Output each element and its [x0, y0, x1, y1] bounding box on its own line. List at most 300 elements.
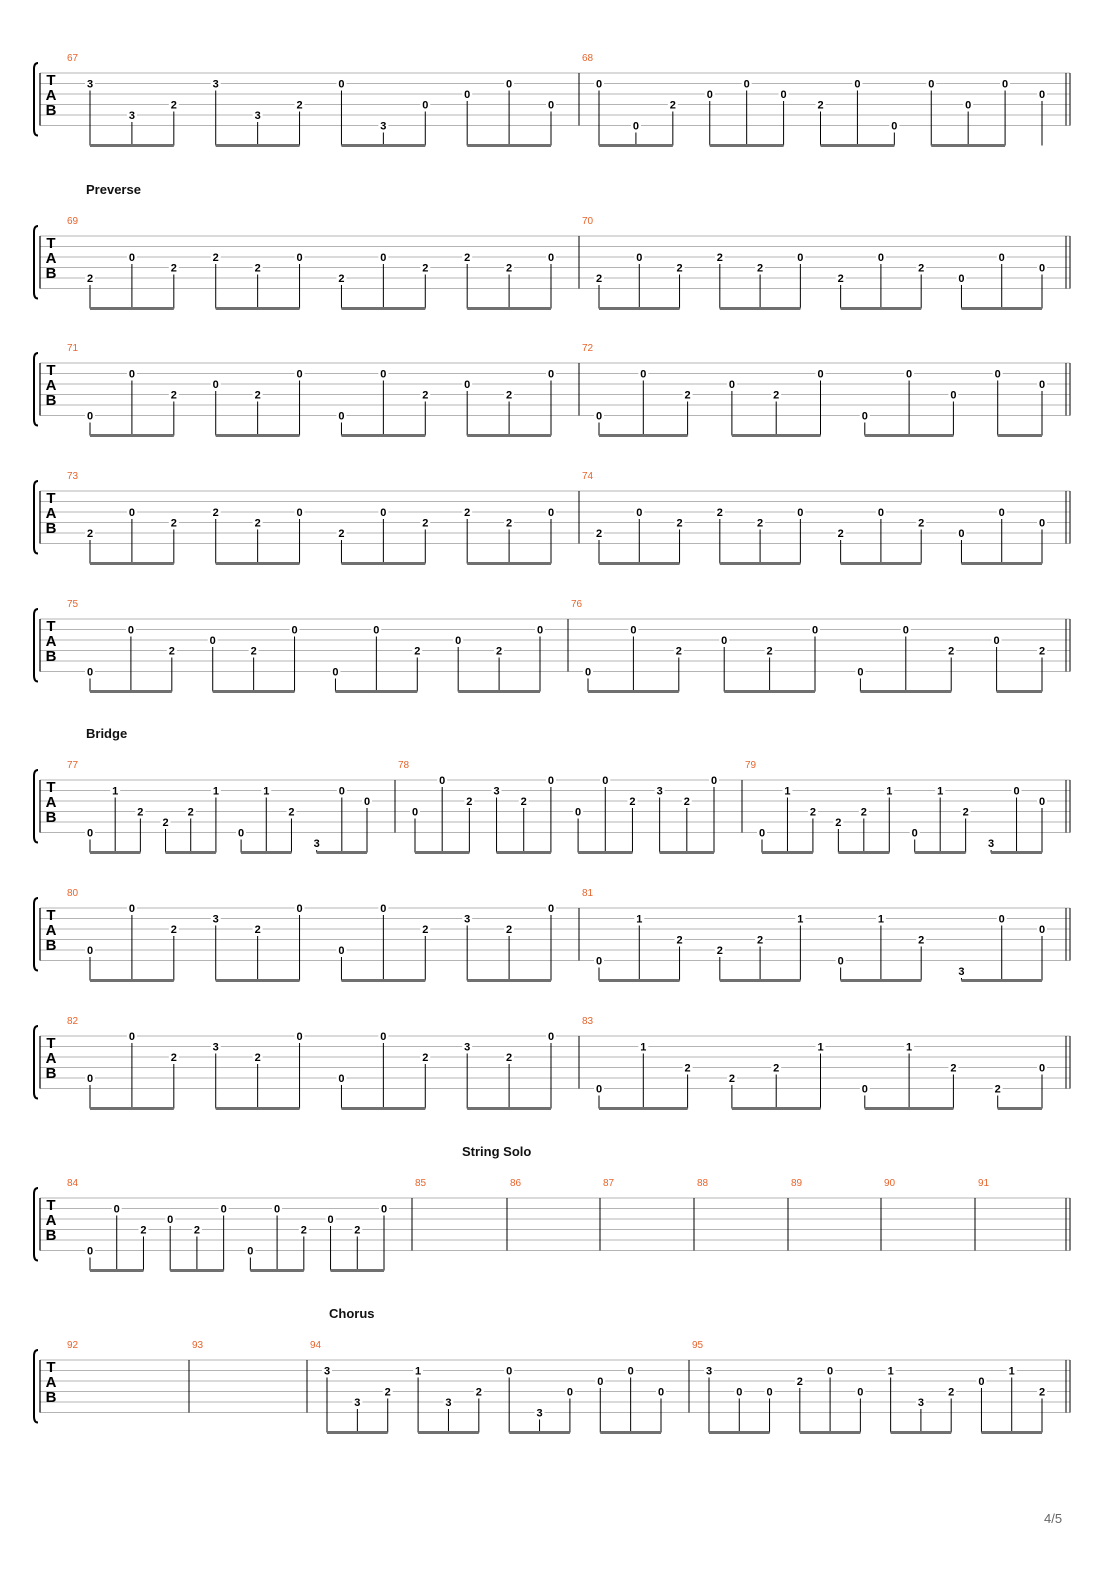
fret-number: 0 — [1038, 262, 1046, 275]
fret-number: 2 — [296, 99, 303, 112]
fret-number: 0 — [128, 507, 135, 519]
fret-number: 2 — [595, 273, 603, 285]
fret-number: 0 — [338, 945, 345, 957]
tab-clef-letter: A — [45, 633, 57, 650]
fret-number: 2 — [962, 806, 969, 819]
fret-number: 0 — [877, 252, 884, 264]
fret-number: 2 — [300, 1224, 307, 1237]
fret-number: 0 — [958, 273, 965, 285]
fret-number: 0 — [167, 1214, 174, 1226]
fret-number: 0 — [86, 666, 94, 679]
fret-number: 0 — [547, 99, 555, 112]
fret-number: 2 — [170, 517, 177, 530]
tab-clef-letter: T — [46, 235, 56, 252]
fret-number: 1 — [877, 913, 884, 926]
measure-number: 93 — [192, 1340, 204, 1351]
fret-number: 2 — [140, 1224, 147, 1237]
fret-number: 2 — [170, 99, 177, 112]
fret-number: 3 — [380, 120, 387, 133]
fret-number: 1 — [887, 1365, 894, 1378]
fret-number: 0 — [797, 507, 804, 519]
fret-number: 0 — [827, 1365, 834, 1378]
tab-clef-letter: T — [46, 1197, 56, 1214]
fret-number: 2 — [835, 817, 842, 829]
measure-number: 89 — [791, 1178, 803, 1189]
fret-number: 2 — [837, 528, 844, 540]
fret-number: 2 — [506, 924, 513, 936]
fret-number: 0 — [636, 507, 643, 519]
fret-number: 0 — [595, 1083, 603, 1096]
measure-number: 85 — [415, 1178, 427, 1189]
tab-clef-letter: B — [45, 265, 57, 282]
measure-number: 92 — [67, 1340, 79, 1351]
fret-number: 0 — [212, 379, 219, 391]
fret-number: 0 — [86, 945, 94, 957]
fret-number: 0 — [86, 827, 94, 840]
fret-number: 1 — [415, 1365, 422, 1378]
fret-number: 0 — [632, 120, 639, 133]
fret-number: 2 — [716, 252, 723, 264]
fret-number: 0 — [411, 806, 419, 819]
fret-number: 3 — [354, 1397, 361, 1409]
fret-number: 2 — [137, 806, 144, 819]
fret-number: 2 — [212, 507, 219, 519]
system-bracket — [34, 898, 38, 971]
fret-number: 0 — [338, 1073, 345, 1085]
fret-number: 2 — [254, 924, 261, 936]
fret-number: 2 — [422, 389, 429, 402]
fret-number: 2 — [918, 517, 925, 530]
measure-number: 73 — [67, 471, 79, 482]
fret-number: 0 — [837, 955, 844, 968]
fret-number: 0 — [547, 252, 555, 264]
fret-number: 2 — [187, 806, 194, 819]
fret-number: 0 — [817, 368, 824, 381]
fret-number: 2 — [684, 389, 691, 402]
fret-number: 0 — [373, 624, 380, 637]
fret-number: 0 — [464, 89, 471, 101]
tab-clef-letter: A — [45, 794, 57, 811]
fret-number: 1 — [817, 1041, 824, 1054]
fret-number: 2 — [757, 934, 764, 947]
fret-number: 3 — [323, 1365, 331, 1378]
tab-clef-letter: A — [45, 922, 57, 939]
fret-number: 0 — [993, 635, 1000, 647]
fret-number: 2 — [288, 806, 295, 819]
fret-number: 0 — [575, 806, 582, 819]
section-label: Chorus — [329, 1306, 375, 1321]
fret-number: 2 — [414, 645, 421, 658]
fret-number: 2 — [506, 517, 513, 530]
fret-number: 0 — [296, 507, 303, 519]
fret-number: 1 — [784, 785, 791, 798]
fret-number: 1 — [212, 785, 219, 798]
tab-clef-letter: T — [46, 1359, 56, 1376]
fret-number: 0 — [338, 78, 345, 91]
fret-number: 2 — [422, 262, 429, 275]
measure-number: 90 — [884, 1178, 896, 1189]
fret-number: 0 — [998, 913, 1005, 926]
fret-number: 0 — [247, 1245, 254, 1258]
tab-clef-letter: B — [45, 102, 57, 119]
fret-number: 0 — [950, 389, 957, 402]
fret-number: 1 — [797, 913, 804, 926]
tab-clef-letter: A — [45, 377, 57, 394]
section-label: Preverse — [86, 182, 141, 197]
tab-clef-letter: T — [46, 907, 56, 924]
fret-number: 1 — [1008, 1365, 1015, 1378]
system-bracket — [34, 481, 38, 554]
fret-number: 1 — [112, 785, 119, 798]
fret-number: 2 — [338, 528, 345, 540]
measure-number: 95 — [692, 1340, 704, 1351]
fret-number: 0 — [958, 528, 965, 540]
fret-number: 0 — [506, 1365, 513, 1378]
fret-number: 2 — [683, 796, 690, 808]
tab-clef-letter: B — [45, 392, 57, 409]
tab-clef-letter: A — [45, 87, 57, 104]
fret-number: 2 — [728, 1073, 735, 1085]
fret-number: 2 — [254, 1052, 261, 1064]
fret-number: 0 — [780, 89, 787, 101]
fret-number: 0 — [547, 1031, 555, 1043]
measure-number: 77 — [67, 760, 79, 771]
fret-number: 0 — [584, 666, 592, 679]
tab-clef-letter: A — [45, 250, 57, 267]
fret-number: 3 — [86, 78, 94, 91]
fret-number: 2 — [757, 262, 764, 275]
fret-number: 1 — [636, 913, 643, 926]
measure-number: 86 — [510, 1178, 522, 1189]
fret-number: 0 — [455, 635, 462, 647]
fret-number: 0 — [380, 1031, 387, 1043]
fret-number: 2 — [817, 99, 824, 112]
fret-number: 2 — [796, 1376, 803, 1388]
fret-number: 0 — [220, 1203, 227, 1216]
measure-number: 81 — [582, 888, 594, 899]
fret-number: 0 — [736, 1386, 743, 1399]
fret-number: 0 — [380, 507, 387, 519]
measure-number: 74 — [582, 471, 594, 482]
system-bracket — [34, 1350, 38, 1423]
fret-number: 2 — [994, 1083, 1001, 1096]
fret-number: 0 — [854, 78, 861, 91]
fret-number: 0 — [536, 624, 544, 637]
tab-clef-letter: A — [45, 1374, 57, 1391]
fret-number: 2 — [254, 517, 261, 530]
fret-number: 0 — [338, 785, 345, 798]
fret-number: 2 — [422, 924, 429, 936]
fret-number: 0 — [1038, 89, 1046, 101]
fret-number: 0 — [547, 368, 555, 381]
fret-number: 3 — [254, 110, 261, 122]
fret-number: 0 — [994, 368, 1001, 381]
measure-number: 82 — [67, 1016, 79, 1027]
fret-number: 0 — [1038, 517, 1046, 530]
measure-number: 79 — [745, 760, 757, 771]
fret-number: 0 — [965, 99, 972, 112]
measure-number: 72 — [582, 343, 594, 354]
fret-number: 2 — [766, 645, 773, 658]
fret-number: 0 — [1038, 1062, 1046, 1075]
fret-number: 0 — [1038, 924, 1046, 936]
fret-number: 2 — [384, 1386, 391, 1399]
measure-number: 76 — [571, 599, 583, 610]
fret-number: 0 — [766, 1386, 773, 1399]
fret-number: 0 — [630, 624, 637, 637]
fret-number: 2 — [86, 273, 94, 285]
tab-clef-letter: T — [46, 72, 56, 89]
fret-number: 3 — [493, 785, 500, 798]
fret-number: 0 — [657, 1386, 665, 1399]
fret-number: 0 — [998, 252, 1005, 264]
fret-number: 2 — [86, 528, 94, 540]
fret-number: 2 — [918, 934, 925, 947]
fret-number: 1 — [263, 785, 270, 798]
system-bracket — [34, 1026, 38, 1099]
fret-number: 0 — [902, 624, 909, 637]
fret-number: 2 — [464, 507, 471, 519]
tab-clef-letter: T — [46, 779, 56, 796]
fret-number: 0 — [209, 635, 216, 647]
fret-number: 0 — [640, 368, 647, 381]
fret-number: 0 — [998, 507, 1005, 519]
fret-number: 0 — [758, 827, 766, 840]
fret-number: 0 — [627, 1365, 634, 1378]
fret-number: 0 — [363, 796, 371, 808]
tab-clef-letter: B — [45, 1065, 57, 1082]
fret-number: 1 — [640, 1041, 647, 1054]
tab-clef-letter: T — [46, 490, 56, 507]
fret-number: 2 — [506, 389, 513, 402]
fret-number: 3 — [536, 1407, 543, 1420]
fret-number: 2 — [675, 645, 682, 658]
fret-number: 0 — [706, 89, 713, 101]
fret-number: 2 — [162, 817, 169, 829]
fret-number: 2 — [629, 796, 636, 808]
tab-clef-letter: B — [45, 648, 57, 665]
fret-number: 2 — [1038, 1386, 1046, 1399]
measure-number: 69 — [67, 216, 79, 227]
fret-number: 0 — [380, 903, 387, 915]
fret-number: 0 — [380, 1203, 388, 1216]
fret-number: 2 — [466, 796, 473, 808]
fret-number: 2 — [860, 806, 867, 819]
fret-number: 3 — [445, 1397, 452, 1409]
fret-number: 2 — [212, 252, 219, 264]
fret-number: 0 — [595, 78, 603, 91]
fret-number: 0 — [296, 368, 303, 381]
fret-number: 2 — [595, 528, 603, 540]
fret-number: 0 — [636, 252, 643, 264]
fret-number: 0 — [380, 252, 387, 264]
fret-number: 3 — [917, 1397, 924, 1409]
fret-number: 0 — [906, 368, 913, 381]
fret-number: 2 — [716, 507, 723, 519]
measure-number: 70 — [582, 216, 594, 227]
fret-number: 0 — [296, 252, 303, 264]
fret-number: 2 — [422, 1052, 429, 1064]
system-bracket — [34, 609, 38, 682]
tab-clef-letter: T — [46, 1035, 56, 1052]
fret-number: 2 — [170, 262, 177, 275]
measure-number: 68 — [582, 53, 594, 64]
fret-number: 2 — [773, 1062, 780, 1075]
fret-number: 2 — [354, 1224, 361, 1237]
fret-number: 0 — [238, 827, 245, 840]
tab-clef-letter: A — [45, 1212, 57, 1229]
fret-number: 2 — [809, 806, 816, 819]
fret-number: 0 — [877, 507, 884, 519]
fret-number: 0 — [86, 1245, 94, 1258]
fret-number: 2 — [254, 262, 261, 275]
fret-number: 2 — [506, 262, 513, 275]
measure-number: 80 — [67, 888, 79, 899]
fret-number: 0 — [861, 1083, 868, 1096]
fret-number: 2 — [475, 1386, 482, 1399]
measure-number: 67 — [67, 53, 79, 64]
fret-number: 0 — [597, 1376, 604, 1388]
fret-number: 3 — [313, 838, 320, 850]
page-number: 4/5 — [1044, 1511, 1063, 1526]
fret-number: 0 — [128, 252, 135, 264]
measure-number: 88 — [697, 1178, 709, 1189]
fret-number: 0 — [86, 1073, 94, 1085]
measure-number: 75 — [67, 599, 79, 610]
fret-number: 3 — [212, 78, 219, 91]
system-bracket — [34, 63, 38, 136]
fret-number: 0 — [274, 1203, 281, 1216]
fret-number: 2 — [669, 99, 676, 112]
fret-number: 0 — [1002, 78, 1009, 91]
measure-number: 87 — [603, 1178, 615, 1189]
system-bracket — [34, 770, 38, 843]
fret-number: 0 — [547, 775, 554, 787]
tab-clef-letter: B — [45, 1389, 57, 1406]
tab-clef-letter: T — [46, 362, 56, 379]
fret-number: 0 — [439, 775, 446, 787]
fret-number: 2 — [948, 645, 955, 658]
fret-number: 2 — [193, 1224, 200, 1237]
fret-number: 3 — [958, 966, 965, 978]
fret-number: 0 — [338, 410, 345, 423]
fret-number: 1 — [937, 785, 944, 798]
fret-number: 0 — [602, 775, 609, 787]
fret-number: 0 — [380, 368, 387, 381]
measure-number: 78 — [398, 760, 410, 771]
fret-number: 2 — [170, 1052, 177, 1064]
fret-number: 3 — [464, 913, 471, 926]
fret-number: 2 — [757, 517, 764, 530]
tab-clef-letter: B — [45, 809, 57, 826]
system-bracket — [34, 1188, 38, 1261]
fret-number: 0 — [857, 666, 864, 679]
fret-number: 0 — [595, 955, 603, 968]
fret-number: 2 — [496, 645, 503, 658]
tab-clef-letter: A — [45, 1050, 57, 1067]
fret-number: 2 — [506, 1052, 513, 1064]
fret-number: 0 — [797, 252, 804, 264]
fret-number: 0 — [891, 120, 898, 133]
fret-number: 0 — [464, 379, 471, 391]
fret-number: 2 — [773, 389, 780, 402]
fret-number: 0 — [422, 99, 429, 112]
fret-number: 2 — [716, 945, 723, 957]
fret-number: 0 — [296, 1031, 303, 1043]
fret-number: 2 — [676, 517, 683, 530]
fret-number: 2 — [1038, 645, 1046, 658]
fret-number: 2 — [338, 273, 345, 285]
fret-number: 2 — [254, 389, 261, 402]
tab-clef-letter: B — [45, 937, 57, 954]
measure-number: 84 — [67, 1178, 79, 1189]
system-bracket — [34, 353, 38, 426]
fret-number: 3 — [988, 838, 995, 850]
fret-number: 2 — [684, 1062, 691, 1075]
fret-number: 3 — [212, 1041, 219, 1054]
fret-number: 3 — [656, 785, 663, 798]
fret-number: 3 — [212, 913, 219, 926]
fret-number: 0 — [861, 410, 868, 423]
fret-number: 3 — [128, 110, 135, 122]
fret-number: 0 — [291, 624, 298, 637]
fret-number: 2 — [422, 517, 429, 530]
fret-number: 0 — [566, 1386, 573, 1399]
fret-number: 2 — [250, 645, 257, 658]
fret-number: 0 — [728, 379, 735, 391]
fret-number: 0 — [743, 78, 750, 91]
fret-number: 0 — [811, 624, 819, 637]
fret-number: 0 — [857, 1386, 864, 1399]
tab-clef-letter: A — [45, 505, 57, 522]
fret-number: 2 — [950, 1062, 957, 1075]
fret-number: 0 — [911, 827, 918, 840]
fret-number: 0 — [710, 775, 718, 787]
measure-number: 91 — [978, 1178, 990, 1189]
fret-number: 2 — [676, 262, 683, 275]
fret-number: 2 — [837, 273, 844, 285]
measure-number: 71 — [67, 343, 79, 354]
section-label: String Solo — [462, 1144, 532, 1159]
fret-number: 0 — [128, 368, 135, 381]
fret-number: 0 — [1013, 785, 1020, 798]
fret-number: 2 — [464, 252, 471, 264]
system-bracket — [34, 226, 38, 299]
fret-number: 2 — [520, 796, 527, 808]
fret-number: 0 — [928, 78, 935, 91]
fret-number: 0 — [547, 507, 555, 519]
fret-number: 1 — [906, 1041, 913, 1054]
fret-number: 1 — [886, 785, 893, 798]
measure-number: 83 — [582, 1016, 594, 1027]
fret-number: 0 — [978, 1376, 985, 1388]
fret-number: 0 — [327, 1214, 334, 1226]
fret-number: 0 — [127, 624, 134, 637]
fret-number: 0 — [128, 903, 135, 915]
fret-number: 0 — [721, 635, 728, 647]
fret-number: 2 — [918, 262, 925, 275]
fret-number: 2 — [170, 389, 177, 402]
tab-clef-letter: B — [45, 1227, 57, 1244]
fret-number: 0 — [86, 410, 94, 423]
fret-number: 3 — [705, 1365, 713, 1378]
fret-number: 2 — [170, 924, 177, 936]
fret-number: 0 — [113, 1203, 120, 1216]
fret-number: 0 — [595, 410, 603, 423]
fret-number: 2 — [676, 934, 683, 947]
tab-clef-letter: T — [46, 618, 56, 635]
section-label: Bridge — [86, 726, 128, 741]
